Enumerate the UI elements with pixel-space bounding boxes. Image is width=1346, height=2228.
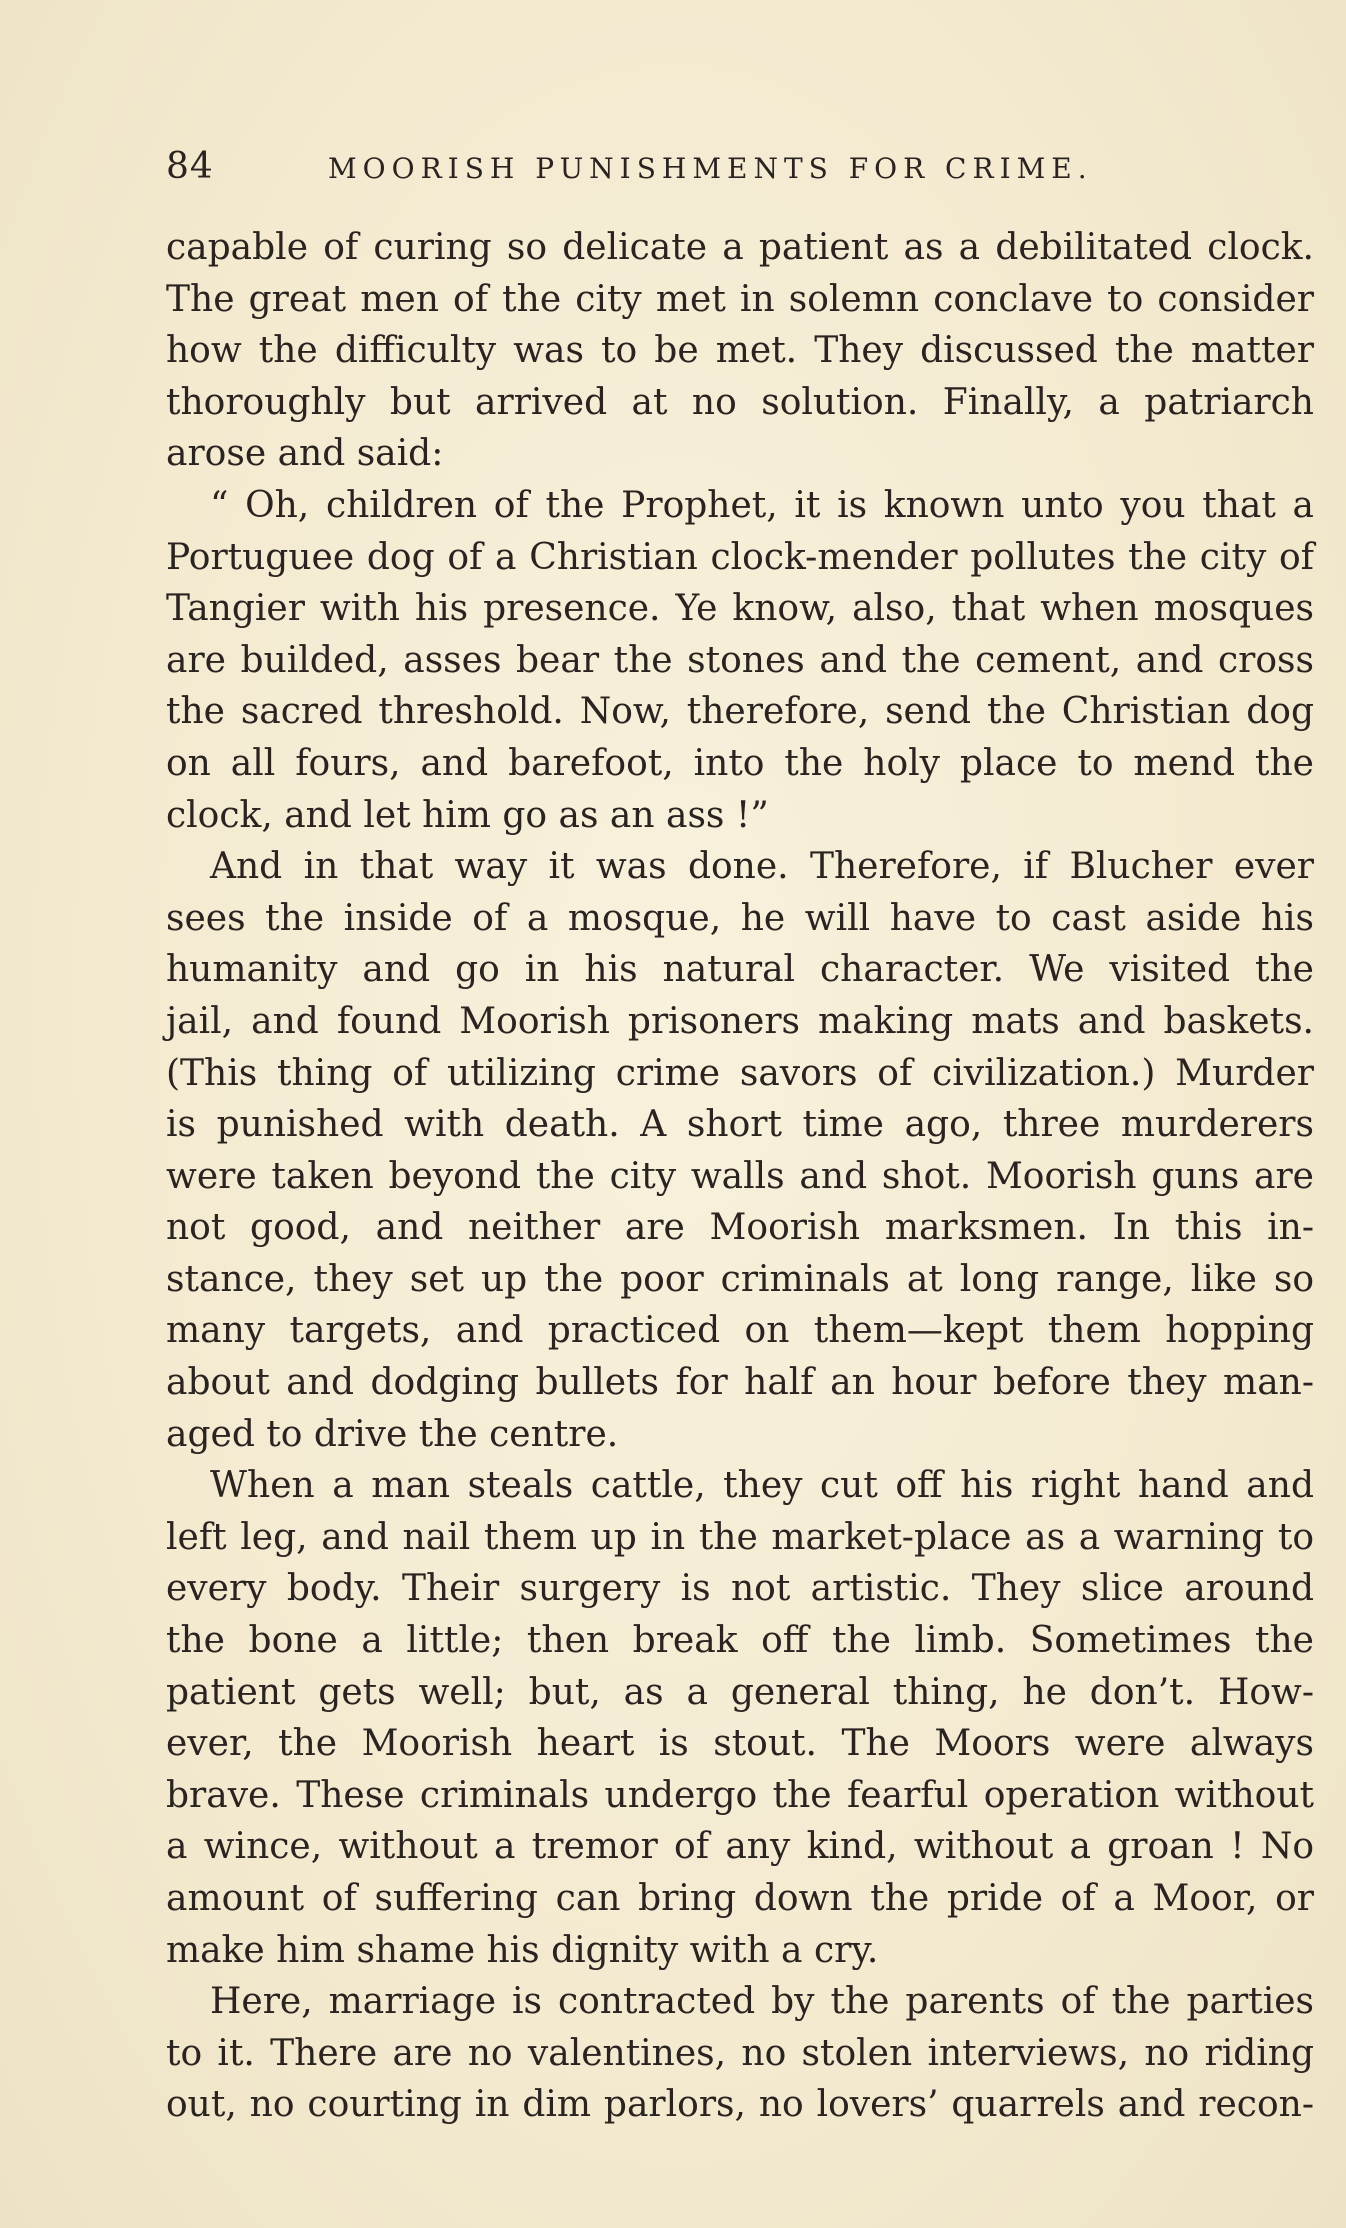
text-line: left leg, and nail them up in the market-place as a warning to [166,1516,1314,1558]
text-line: how the difficulty was to be met. They discussed the matter [166,330,1314,372]
text-line: to it. There are no valentines, no stolen interviews, no riding [166,2032,1314,2074]
text-line: about and dodging bullets for half an hour before they man- [166,1362,1314,1404]
text-line: is punished with death. A short time ago, three murderers [166,1104,1314,1146]
body-text [166,222,1314,2131]
text-line: are builded, asses bear the stones and the cement, and cross [166,639,1314,681]
text-line: were taken beyond the city walls and shot. Moorish guns are [166,1155,1314,1197]
text-line: sees the inside of a mosque, he will have to cast aside his [166,897,1314,939]
text-line: Tangier with his presence. Ye know, also, that when mosques [166,588,1314,630]
text-line: every body. Their surgery is not artistic. They slice around [166,1568,1314,1610]
text-line: the bone a little; then break off the limb. Sometimes the [166,1620,1314,1662]
text-line: Here, marriage is contracted by the parents of the parties [210,1981,1314,2023]
text-line: arose and said: [166,433,444,475]
text-line: humanity and go in his natural character. We visited the [166,949,1314,991]
text-line: And in that way it was done. Therefore, if Blucher ever [210,846,1314,888]
page-number: 84 [166,146,214,187]
text-line: a wince, without a tremor of any kind, without a groan ! No [166,1826,1314,1868]
text-line: thoroughly but arrived at no solution. Finally, a patriarch [166,381,1314,423]
text-line: Portuguee dog of a Christian clock-mender pollutes the city of [166,536,1314,578]
text-line: many targets, and practiced on them—kept them hopping [166,1310,1314,1352]
text-line: make him shame his dignity with a cry. [166,1929,879,1971]
text-line: patient gets well; but, as a general thing, he don’t. How- [166,1671,1314,1713]
text-line: clock, and let him go as an ass !” [166,794,769,836]
text-line: amount of suffering can bring down the pride of a Moor, or [166,1878,1314,1919]
text-line: ever, the Moorish heart is stout. The Moors were always [166,1723,1314,1765]
page-header [166,140,1166,200]
text-line: “ Oh, children of the Prophet, it is known unto you that a [210,484,1314,526]
text-line: out, no courting in dim parlors, no lovers’ quarrels and recon- [166,2084,1314,2126]
text-line: not good, and neither are Moorish marksmen. In this in- [166,1207,1314,1249]
text-line: the sacred threshold. Now, therefore, send the Christian dog [166,691,1314,733]
text-line: brave. These criminals undergo the fearful operation without [166,1774,1314,1816]
text-line: jail, and found Moorish prisoners making mats and baskets. [166,1000,1314,1042]
text-line: on all fours, and barefoot, into the holy place to mend the [166,742,1314,784]
text-line: capable of curing so delicate a patient as a debilitated clock. [166,227,1314,268]
text-line: The great men of the city met in solemn conclave to consider [166,278,1314,320]
text-line: When a man steals cattle, they cut off his right hand and [210,1465,1314,1507]
text-line: (This thing of utilizing crime savors of civilization.) Murder [166,1052,1314,1094]
running-title: MOORISH PUNISHMENTS FOR CRIME. [328,152,1093,185]
text-line: aged to drive the centre. [166,1413,619,1455]
text-line: stance, they set up the poor criminals at long range, like so [166,1258,1314,1300]
